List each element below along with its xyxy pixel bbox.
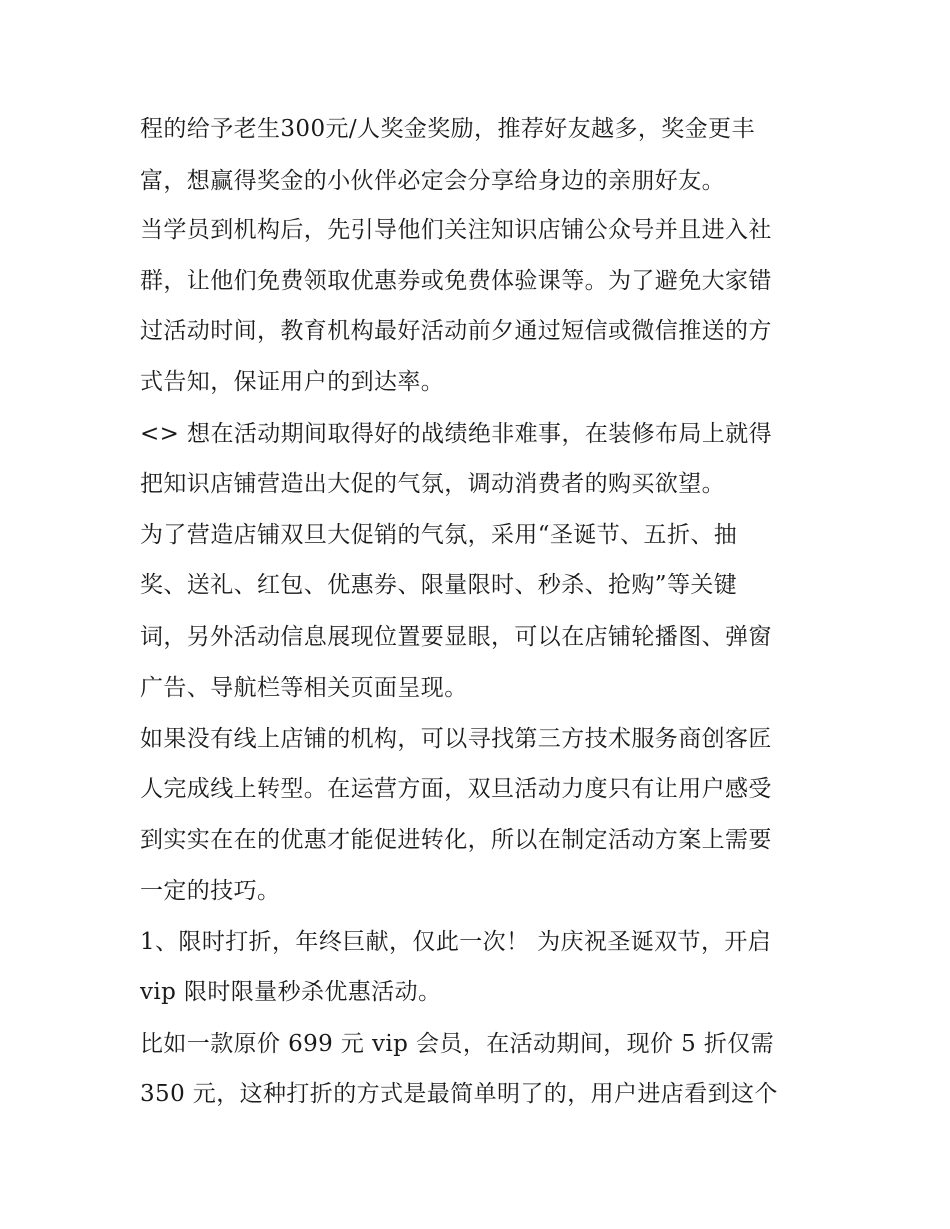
text-line: 如果没有线上店铺的机构，可以寻找第三方技术服务商创客匠	[140, 726, 772, 752]
text-line: 过活动时间，教育机构最好活动前夕通过短信或微信推送的方	[140, 318, 772, 344]
text-line: 为了营造店铺双旦大促销的气氛，采用“圣诞节、五折、抽	[140, 522, 738, 548]
text-line: <> 想在活动期间取得好的战绩绝非难事，在装修布局上就得	[140, 421, 773, 447]
text-line: 词，另外活动信息展现位置要显眼，可以在店铺轮播图、弹窗	[140, 624, 772, 650]
text-line: 到实实在在的优惠才能促进转化，所以在制定活动方案上需要	[140, 827, 772, 853]
text-line: 把知识店铺营造出大促的气氛，调动消费者的购买欲望。	[140, 471, 725, 497]
text-line: 式告知，保证用户的到达率。	[140, 369, 445, 395]
text-line: 奖、送礼、红包、优惠券、限量限时、秒杀、抢购”等关键	[140, 572, 738, 598]
text-line: 富，想赢得奖金的小伙伴必定会分享给身边的亲朋好友。	[140, 168, 725, 194]
text-line: 人完成线上转型。在运营方面，双旦活动力度只有让用户感受	[140, 776, 772, 802]
text-line: 当学员到机构后，先引导他们关注知识店铺公众号并且进入社	[140, 217, 772, 243]
text-line: 比如一款原价 699 元 vip 会员，在活动期间，现价 5 折仅需	[140, 1031, 775, 1057]
text-line: vip 限时限量秒杀优惠活动。	[140, 979, 442, 1005]
text-line: 广告、导航栏等相关页面呈现。	[140, 675, 468, 701]
text-line: 群，让他们免费领取优惠券或免费体验课等。为了避免大家错	[140, 268, 772, 294]
text-line: 1、限时打折，年终巨献，仅此一次！ 为庆祝圣诞双节，开启	[140, 929, 772, 955]
text-line: 程的给予老生300元/人奖金奖励，推荐好友越多，奖金更丰	[140, 116, 755, 142]
text-line: 一定的技巧。	[140, 878, 281, 904]
text-line: 350 元，这种打折的方式是最简单明了的，用户进店看到这个	[140, 1081, 778, 1107]
